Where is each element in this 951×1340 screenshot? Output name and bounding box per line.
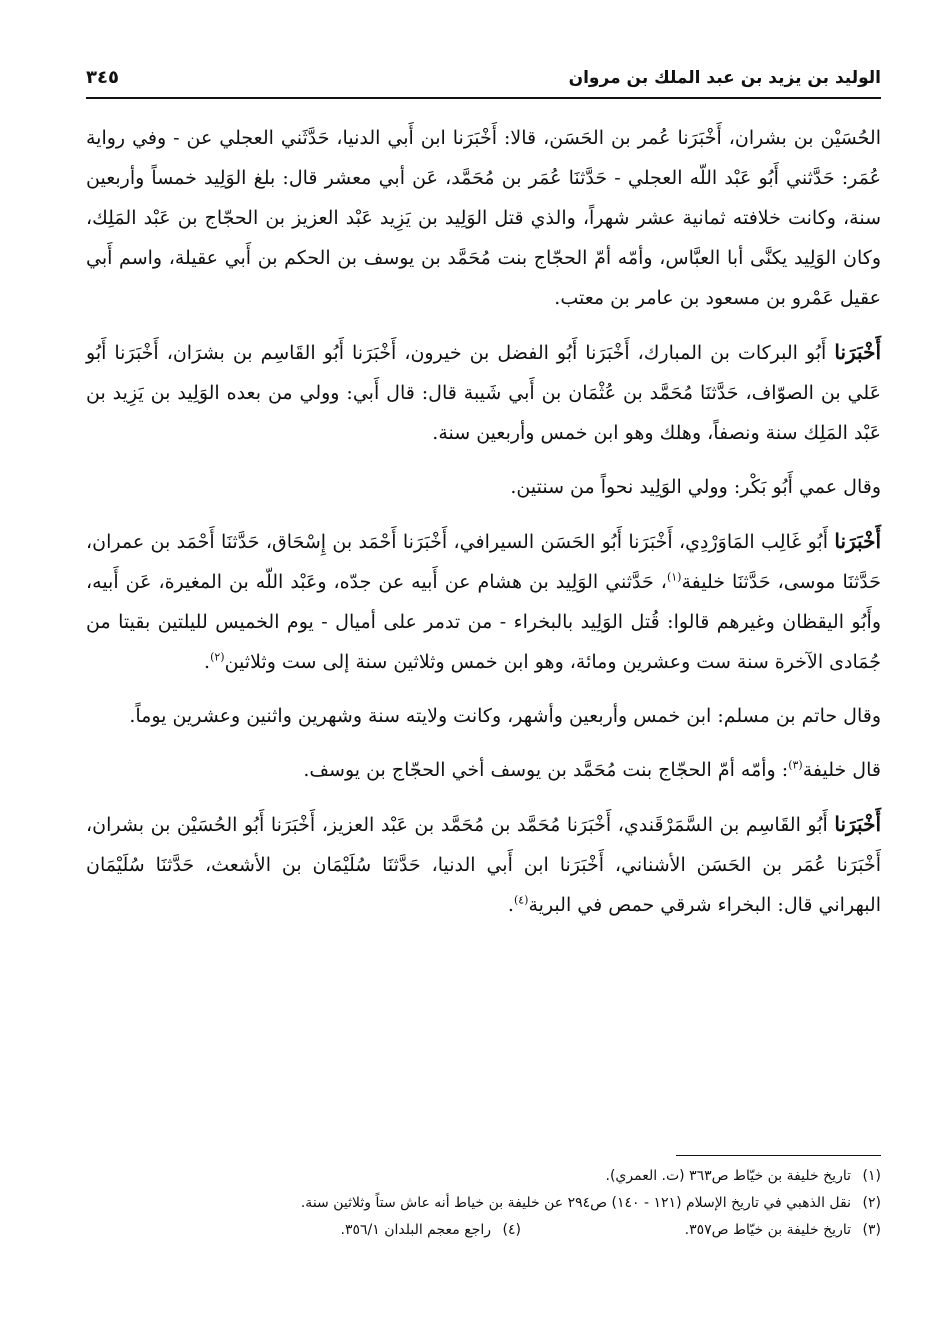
body-text — [86, 118, 881, 939]
page-header — [86, 56, 881, 96]
footnote-text: تاريخ خليفة بن خيّاط ص٣٦٣ (ت. العمري). — [605, 1168, 851, 1184]
paragraph-1 — [86, 118, 881, 318]
footnote-ref[interactable]: (٣) — [788, 758, 803, 772]
paragraph-lead: أَخْبَرَنا — [834, 529, 881, 553]
paragraph-text: وقال عمي أَبُو بَكْر: وولي الوَلِيد نحواً من سنتين. — [510, 476, 881, 498]
footnote-ref[interactable]: (٤) — [513, 893, 529, 907]
page-number: ٣٤٥ — [86, 67, 119, 88]
footnote-ref[interactable]: (٢) — [210, 650, 225, 664]
footnote-number: (١) — [862, 1168, 881, 1184]
footnote-pair — [86, 1217, 881, 1244]
footnote-3 — [521, 1217, 881, 1244]
paragraph-2 — [86, 332, 881, 453]
paragraph-text: ، حَدَّثني الوَلِيد بن هشام عن أَبيه عن جدّه، وعَبْد اللّه بن المغيرة، عَن أَبيه، وأَبُو اليقظان وغيرهم قالوا: قُتل الوَلِيد بالبخراء - من تدمر على أميال - يوم الخميس لليلتين بقيتا من جُمَادى الآخرة سنة ست وعشرين ومائة، وهو ابن خمس وثلاثين سنة إلى ست وثلاثين — [86, 571, 881, 673]
footnote-number: (٣) — [862, 1222, 881, 1238]
footnote-text: نقل الذهبي في تاريخ الإسلام (١٢١ - ١٤٠) ص٢٩٤ عن خليفة بن خياط أنه عاش ستاً وثلاثين سنة. — [300, 1195, 851, 1211]
footnote-text: راجع معجم البلدان ٣٥٦/١. — [340, 1222, 491, 1238]
paragraph-lead: أَخْبَرَنا — [834, 812, 881, 836]
paragraph-text: : وأمّه أمّ الحجّاج بنت مُحَمَّد بن يوسف أخي الحجّاج بن يوسف. — [303, 759, 789, 781]
paragraph-text: أَبُو البركات بن المبارك، أَخْبَرَنا أَبُو الفضل بن خيرون، أَخْبَرَنا أَبُو القَاسِم بن بشرَان، أَخْبَرَنا أَبُو عَلي بن الصوّاف، حَدَّثنَا مُحَمَّد بن عُثْمَان بن أَبي شَيبة قال: قال أَبي: وولي من بعده الوَلِيد بن يَزِيد بن عَبْد المَلِك سنة ونصفاً، وهلك وهو ابن خمس وأربعين سنة. — [86, 342, 881, 444]
paragraph-lead: أَخْبَرَنا — [834, 340, 881, 364]
paragraph-text: الحُسَيْن بن بشران، أَخْبَرَنا عُمر بن الحَسَن، قالا: أَخْبَرَنا ابن أَبي الدنيا، حَدَّثَني العجلي عن - وفي رواية عُمَر: حَدَّثني أَبُو عَبْد اللّه العجلي - حَدَّثنَا عُمَر بن مُحَمَّد، عَن أبي معشر قال: بلغ الوَلِيد خمساً وأربعين سنة، وكانت خلافته ثمانية عشر شهراً، والذي قتل الوَلِيد بن يَزِيد عَبْد العزيز بن الحجّاج بن عَبْد المَلِك، وكان الوَلِيد يكنَّى أبا العبَّاس، وأمّه أمّ الحجّاج بنت مُحَمَّد بن يوسف بن الحكم بن أَبي عقيلة، واسم أَبي عقيل عَمْرو بن مسعود بن عامر بن معتب. — [86, 127, 881, 309]
paragraph-text: أَبُو غَالِب المَاوَرْدِي، أَخْبَرَنا أَبُو الحَسَن السيرافي، أَخْبَرَنا أَحْمَد بن إِسْحَاق، حَدَّثنَا أَحْمَد بن عمران، حَدَّثنَا موسى، حَدَّثنَا خليفة — [86, 531, 882, 593]
footnote-divider — [676, 1155, 881, 1156]
paragraph-4 — [86, 521, 881, 682]
paragraph-text: . — [204, 651, 211, 673]
footnote-text: تاريخ خليفة بن خيّاط ص٣٥٧. — [684, 1222, 851, 1238]
paragraph-text: وقال حاتم بن مسلم: ابن خمس وأربعين وأشهر، وكانت ولايته سنة وشهرين واثنين وعشرين يوماً. — [129, 705, 881, 727]
header-divider — [86, 97, 881, 99]
footnote-4 — [341, 1217, 522, 1244]
footnote-number: (٢) — [862, 1195, 881, 1211]
paragraph-7 — [86, 804, 881, 925]
footnote-1 — [86, 1163, 881, 1190]
footnotes — [86, 1163, 881, 1244]
footnote-2 — [86, 1190, 881, 1217]
paragraph-5 — [86, 696, 881, 736]
paragraph-text: قال خليفة — [802, 759, 881, 781]
paragraph-6 — [86, 750, 881, 790]
paragraph-3 — [86, 467, 881, 507]
paragraph-text: . — [507, 894, 514, 916]
paragraph-text: أَبُو القَاسِم بن السَّمَرْقَندي، أَخْبَرَنا مُحَمَّد بن مُحَمَّد بن عَبْد العزيز، أَخْبَرَنا أَبُو الحُسَيْن بن بشران، أَخْبَرَنا عُمَر بن الحَسَن الأشناني، أَخْبَرَنا ابن أَبي الدنيا، حَدَّثنَا سُلَيْمَان بن الأشعث، حَدَّثنَا سُلَيْمَان البهراني قال: البخراء شرقي حمص في البرية — [86, 814, 881, 916]
running-title: الوليد بن يزيد بن عبد الملك بن مروان — [568, 68, 881, 88]
footnote-number: (٤) — [502, 1222, 521, 1238]
footnote-ref[interactable]: (١) — [666, 570, 682, 584]
